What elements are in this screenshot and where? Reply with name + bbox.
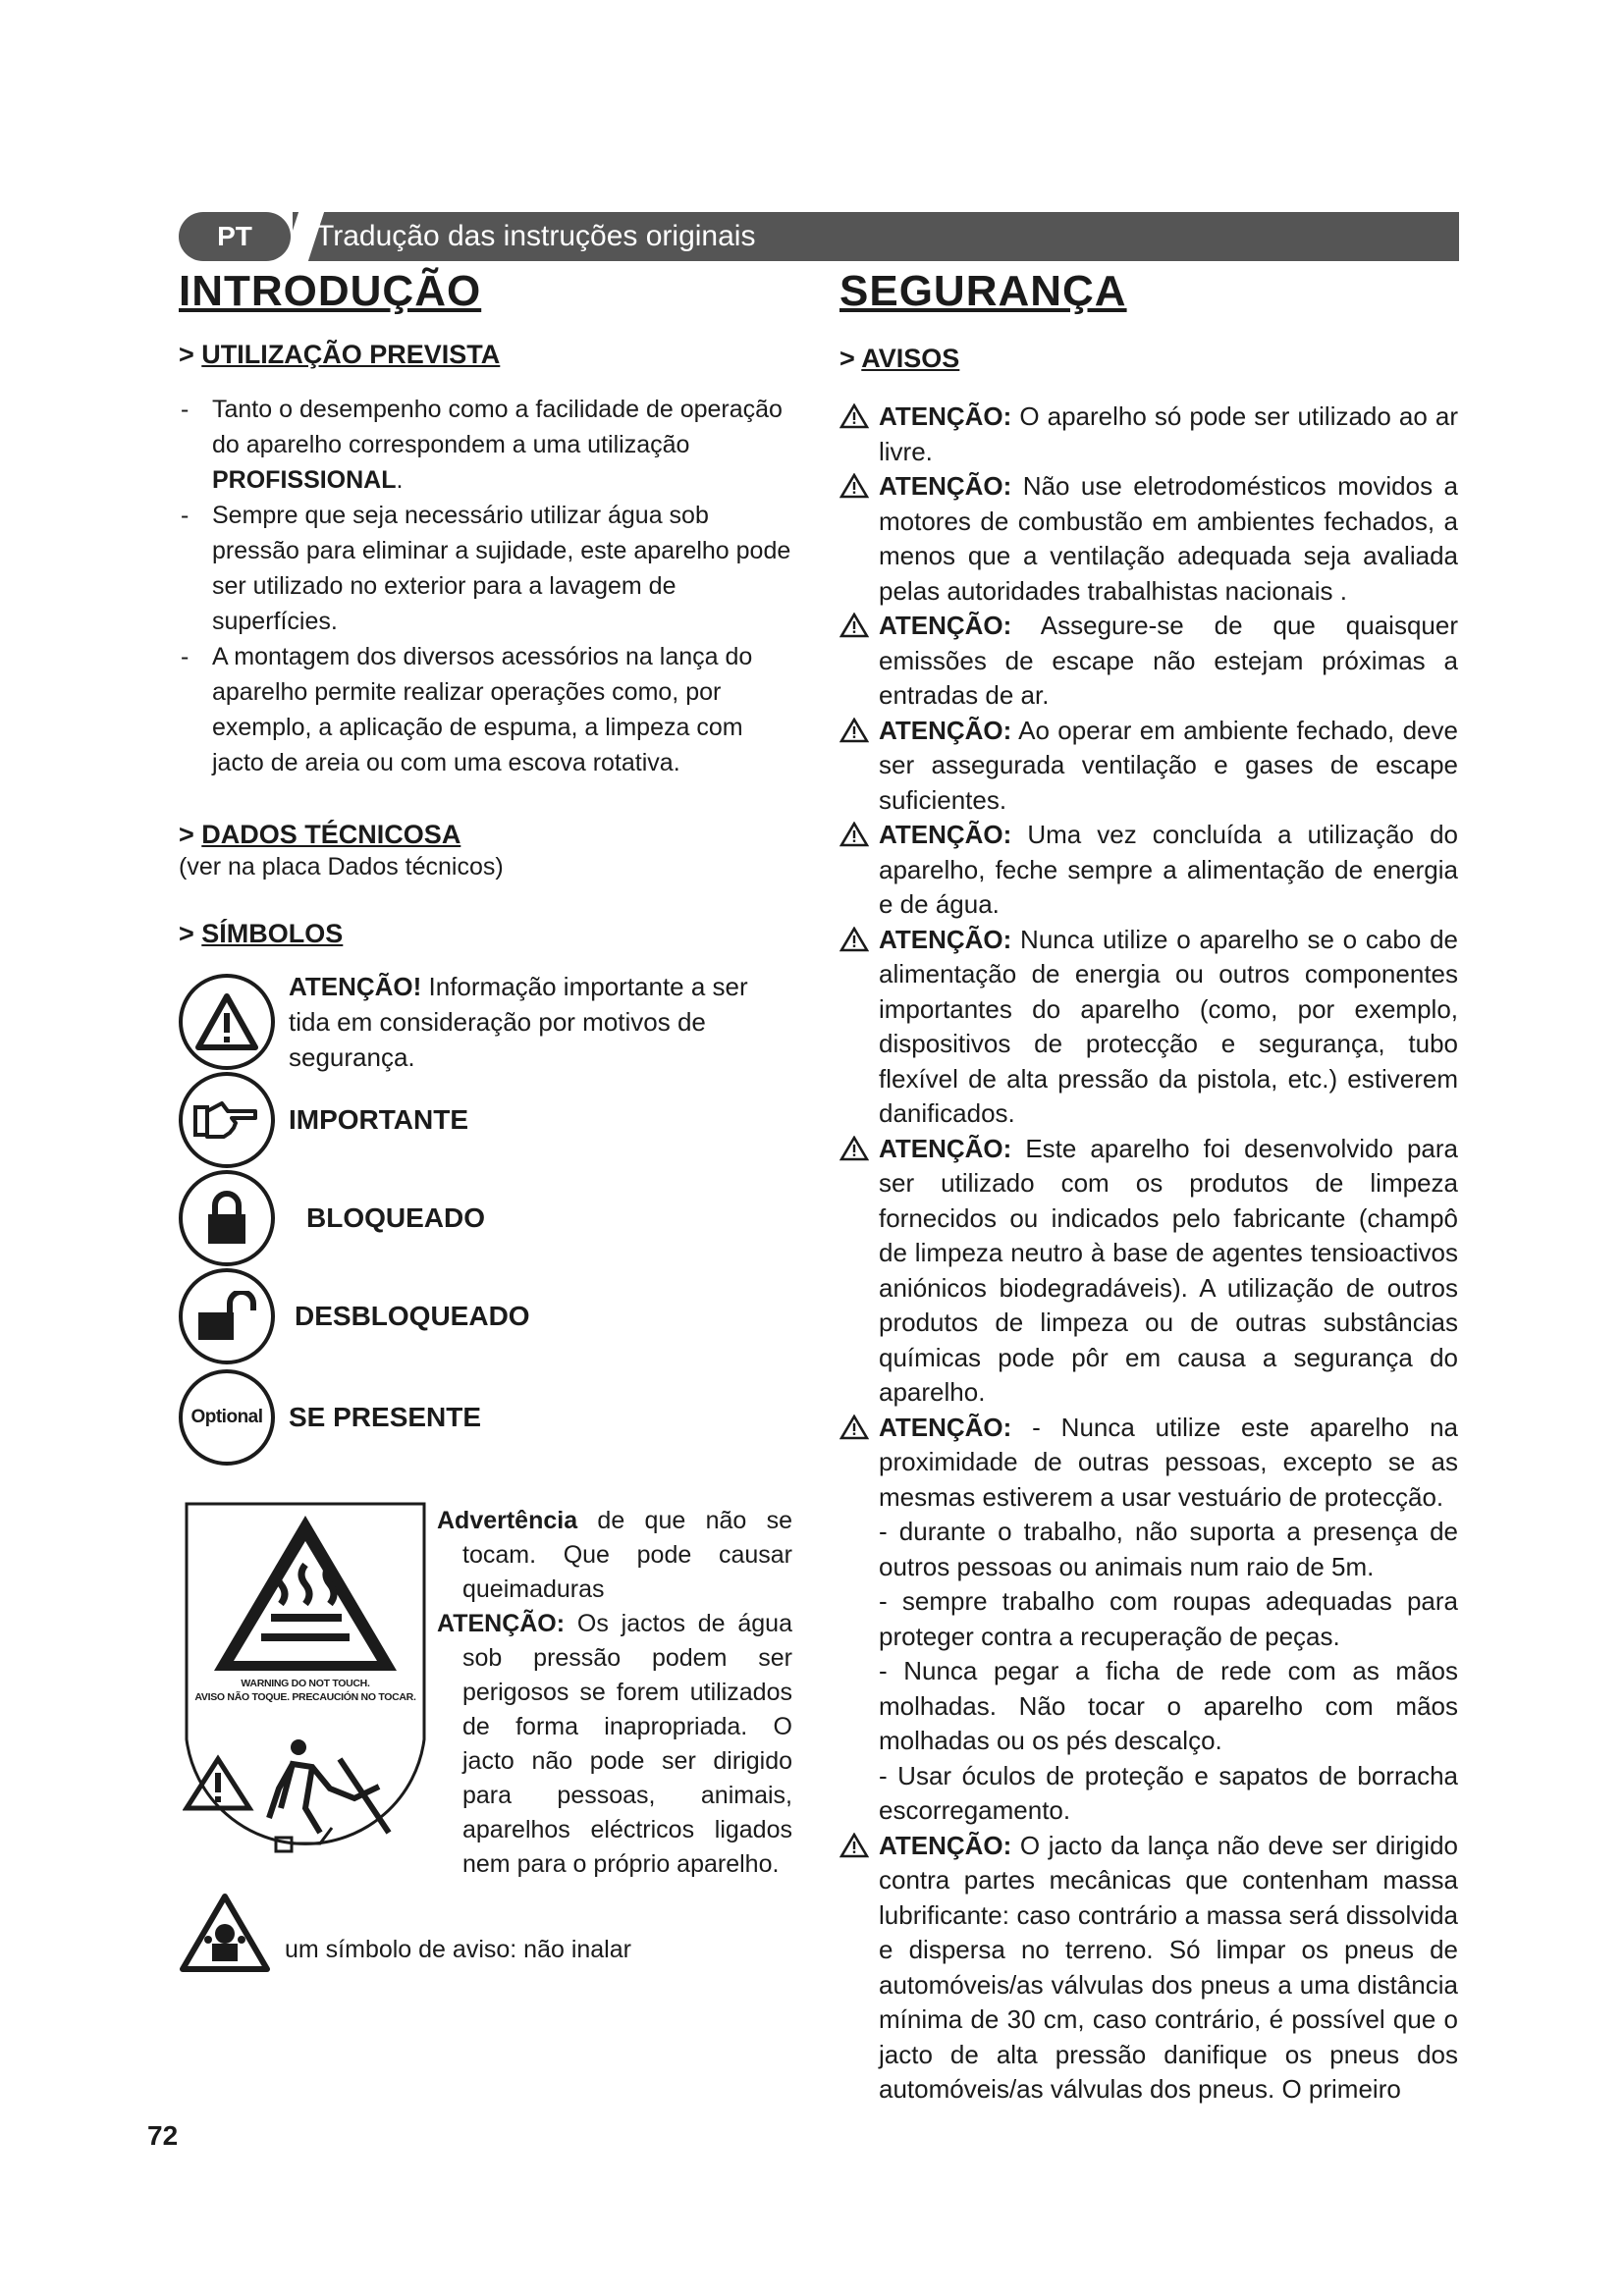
warning-icon [839, 822, 869, 847]
warning-icon [839, 1415, 869, 1440]
tech-data-heading: > DADOS TÉCNICOSA [179, 820, 461, 849]
warning-item: ATENÇÃO: Assegure-se de que quaisquer emissões de escape não estejam próximas a entradas de ar. [839, 609, 1458, 714]
sub-item: - durante o trabalho, não suporta a presença de outros pessoas ou animais num raio de 5m. [879, 1517, 1458, 1581]
optional-badge: Optional [179, 1369, 275, 1466]
do-not-inhale-icon [179, 1893, 271, 1973]
unlocked-label: DESBLOQUEADO [295, 1301, 530, 1331]
symbols-list [179, 969, 797, 1479]
warnings-heading: > AVISOS [839, 344, 960, 373]
symbol-important [179, 1072, 468, 1168]
attention-description: ATENÇÃO! Informação importante a ser tida em consideração por motivos de segurança. [289, 972, 748, 1072]
warning-icon [179, 974, 275, 1070]
safety-title: SEGURANÇA [839, 267, 1127, 315]
header-title: Tradução das instruções originais [316, 220, 756, 252]
important-label: IMPORTANTE [289, 1104, 469, 1135]
jet-warning: ATENÇÃO: Os jactos de água sob pressão podem ser perigosos se forem utilizados de forma inapropriada. O jacto não pode ser dirigido para pessoas, animais, aparelhos eléctricos ligados nem para o próprio aparelho. [437, 1610, 792, 1878]
warning-item: ATENÇÃO: O jacto da lança não deve ser dirigido contra partes mecânicas que contenham massa lubrificante: caso contrário a massa será dissolvida e dispersa no terreno. Só limpar os pneus de automóveis/as válvulas dos pneus a uma distância mínima de 30 cm, caso contrário, é possível que o jacto de alta pressão danifique os pneus dos automóveis/as válvulas dos pneus. O primeiro [839, 1829, 1458, 2108]
intended-use-list [179, 392, 797, 780]
warning-item: ATENÇÃO: Uma vez concluída a utilização do aparelho, feche sempre a alimentação de energia e de água. [839, 818, 1458, 923]
unlock-icon [179, 1268, 275, 1364]
symbol-attention [179, 969, 789, 1075]
warning-icon [839, 613, 869, 638]
symbols-heading: > SÍMBOLOS [179, 919, 344, 948]
pointing-hand-icon [179, 1072, 275, 1168]
warning-icon [839, 927, 869, 952]
intended-use-heading: > UTILIZAÇÃO PREVISTA [179, 340, 501, 369]
sub-item: - Nunca pegar a ficha de rede com as mãos molhadas. Não tocar o aparelho com mãos molhadas ou os pés descalço. [879, 1656, 1458, 1755]
sub-item: - Usar óculos de proteção e sapatos de borracha escorregamento. [879, 1760, 1458, 1825]
list-item: - A montagem dos diversos acessórios na lança do aparelho permite realizar operações como, por exemplo, a aplicação de espuma, a limpeza com jacto de areia ou com uma escova rotativa. [179, 639, 797, 780]
warning-item: ATENÇÃO: O aparelho só pode ser utilizado ao ar livre. [839, 400, 1458, 469]
locked-label: BLOQUEADO [306, 1202, 485, 1233]
warning-item: ATENÇÃO: Ao operar em ambiente fechado, deve ser assegurada ventilação e gases de escape suficientes. [839, 714, 1458, 819]
warning-icon [839, 1136, 869, 1161]
warning-item: ATENÇÃO: Este aparelho foi desenvolvido para ser utilizado com os produtos de limpeza fornecidos ou indicados pelo fabricante (champô de limpeza neutro à base de agentes tensioactivos aniónicos biodegradáveis). A utilização de outros produtos de limpeza ou de outras substâncias químicas pode pôr em causa a segurança do aparelho. [839, 1132, 1458, 1411]
sub-item: - sempre trabalho com roupas adequadas para proteger contra a recuperação de peças. [879, 1586, 1458, 1651]
warning-icon [839, 403, 869, 429]
symbol-locked [179, 1170, 485, 1266]
label-warning-text: WARNING DO NOT TOUCH. AVISO NÃO TOQUE. PRECAUCIÓN NO TOCAR. [194, 1678, 416, 1703]
list-item: - Sempre que seja necessário utilizar água sob pressão para eliminar a sujidade, este aparelho pode ser utilizado no exterior para a lavagem de superfícies. [179, 498, 797, 639]
warning-item: ATENÇÃO: - Nunca utilize este aparelho na proximidade de outras pessoas, excepto se as mesmas estiverem a usar vestuário de protecção. [839, 1411, 1458, 1516]
warnings-list [839, 400, 1458, 2108]
warning-icon [839, 1833, 869, 1858]
burn-warning: Advertência de que não se tocam. Que pode causar queimaduras [437, 1507, 792, 1603]
optional-label: SE PRESENTE [289, 1402, 482, 1432]
left-column [179, 267, 797, 1479]
hot-surface-label [183, 1494, 428, 1867]
inhale-caption: um símbolo de aviso: não inalar [285, 1936, 631, 1963]
label-explanation [437, 1504, 792, 1882]
symbol-optional [179, 1369, 481, 1466]
language-badge: PT [179, 212, 291, 261]
tech-data-note: (ver na placa Dados técnicos) [179, 853, 504, 881]
page-number: 72 [147, 2120, 179, 2151]
intro-title: INTRODUÇÃO [179, 267, 482, 315]
lock-icon [179, 1170, 275, 1266]
warning-item: ATENÇÃO: Não use eletrodomésticos movidos a motores de combustão em ambientes fechados, a menos que a ventilação adequada seja avaliada pelas autoridades trabalhistas nacionais . [839, 469, 1458, 609]
warning-icon [839, 718, 869, 743]
warning-item: ATENÇÃO: Nunca utilize o aparelho se o cabo de alimentação de energia ou outros componentes importantes do aparelho (como, por exemplo, dispositivos de protecção e segurança, tubo flexível de alta pressão da pistola, etc.) estiverem danificados. [839, 923, 1458, 1132]
list-item: - Tanto o desempenho como a facilidade de operação do aparelho correspondem a uma utilização PROFISSIONAL. [179, 392, 797, 498]
symbol-unlocked [179, 1268, 530, 1364]
right-column [839, 267, 1458, 2108]
warning-icon [839, 473, 869, 499]
